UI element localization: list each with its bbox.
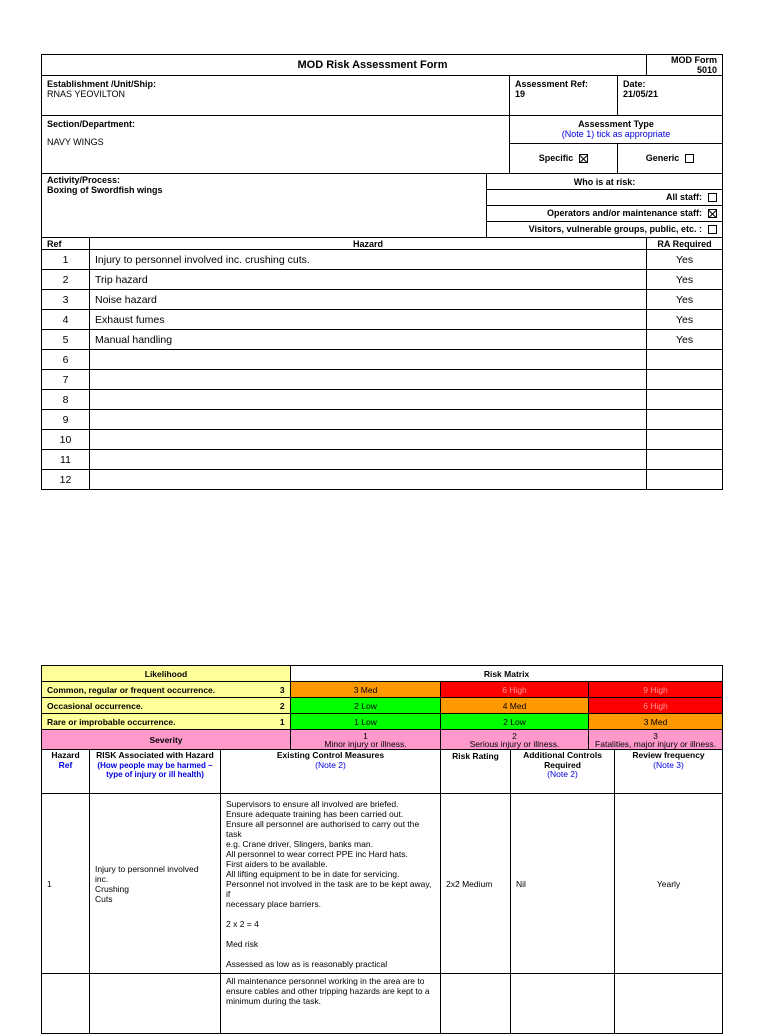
risk-line: Crushing: [95, 883, 130, 894]
assessment-row: [42, 794, 723, 974]
hazard-row: [42, 430, 723, 450]
generic-checkbox-icon[interactable]: [685, 154, 694, 163]
hazard-text: Noise hazard: [90, 290, 647, 310]
form-title: MOD Risk Assessment Form: [42, 55, 647, 76]
assessment-ref-label: Assessment Ref:: [515, 79, 589, 89]
col-ref-label: Ref: [58, 759, 73, 770]
assessment-controls: [221, 794, 441, 974]
hazard-ref: 4: [42, 310, 90, 330]
risk-line: Cuts: [95, 893, 113, 904]
severity-text: Fatalities, major injury or illness.: [595, 738, 716, 749]
establishment-value: RNAS YEOVILTON: [47, 89, 126, 99]
all-staff-option[interactable]: [487, 190, 723, 206]
hazard-text: Exhaust fumes: [90, 310, 647, 330]
hazard-ref: 6: [42, 350, 90, 370]
section-value: NAVY WINGS: [47, 137, 104, 147]
assessment-review: [615, 974, 723, 1034]
control-line: Supervisors to ensure all involved are briefed.: [226, 798, 399, 809]
hazard-text: [90, 410, 647, 430]
activity-label: Activity/Process:: [47, 175, 121, 185]
severity-2: [441, 730, 589, 750]
col-risk-header: [90, 750, 221, 794]
col-review-label: Review frequency: [632, 750, 705, 760]
assessment-ref: 1: [42, 794, 90, 974]
form-number: MOD Form 5010: [647, 55, 723, 76]
col-ref-header: Ref: [42, 238, 90, 250]
specific-label: Specific: [538, 153, 574, 164]
operators-checkbox-checked-icon[interactable]: [708, 209, 717, 218]
section-cell: [42, 116, 510, 174]
col-rating-header: Risk Rating: [441, 750, 511, 794]
likelihood-score: 1: [275, 714, 291, 730]
hazard-row: [42, 350, 723, 370]
operators-label: Operators and/or maintenance staff:: [546, 208, 703, 219]
assessment-type-note: (Note 1) tick as appropriate: [561, 129, 671, 139]
generic-option[interactable]: [618, 144, 723, 174]
all-staff-label: All staff:: [666, 192, 703, 203]
hazard-ref: 1: [42, 250, 90, 270]
hazard-text: [90, 470, 647, 490]
col-additional-header: [511, 750, 615, 794]
hazard-ref: 7: [42, 370, 90, 390]
hazard-ra: [647, 370, 723, 390]
hazard-ref: 10: [42, 430, 90, 450]
activity-cell: [42, 174, 487, 238]
hazard-row: [42, 390, 723, 410]
risk-matrix-header: Risk Matrix: [291, 666, 723, 682]
likelihood-score: 2: [275, 698, 291, 714]
col-review-header: [615, 750, 723, 794]
assessment-rating: [441, 974, 511, 1034]
control-line: ensure cables and other tripping hazards are kept to a: [226, 986, 430, 996]
severity-num: 1: [363, 730, 368, 741]
matrix-cell: 9 High: [589, 682, 723, 698]
visitors-option[interactable]: [487, 222, 723, 238]
control-line: All lifting equipment to be in date for servicing.: [226, 868, 400, 879]
control-line: Ensure all personnel are authorised to carry out the task: [226, 818, 420, 839]
control-line: First aiders to be available.: [226, 858, 328, 869]
assessment-risk: [90, 974, 221, 1034]
risk-assessment-header-form: [41, 54, 723, 490]
hazard-ref: 11: [42, 450, 90, 470]
control-line: necessary place barriers.: [226, 898, 321, 909]
hazard-ra: Yes: [647, 270, 723, 290]
hazard-text: [90, 430, 647, 450]
col-review-note: (Note 3): [653, 759, 684, 770]
col-risk-note: (How people may be harmed – type of injury or ill health): [97, 760, 213, 779]
hazard-text: [90, 390, 647, 410]
col-additional-note: (Note 2): [547, 769, 578, 779]
who-at-risk-label: Who is at risk:: [487, 174, 723, 190]
date-value: 21/05/21: [623, 89, 659, 99]
matrix-cell: 4 Med: [441, 698, 589, 714]
severity-3: [589, 730, 723, 750]
likelihood-label: Rare or improbable occurrence.: [42, 714, 275, 730]
assessment-row: [42, 974, 723, 1034]
col-hazard-ref-header: [42, 750, 90, 794]
specific-option[interactable]: [510, 144, 618, 174]
control-line: Ensure adequate training has been carried out.: [226, 808, 404, 819]
hazard-ra: [647, 390, 723, 410]
assessment-type-cell: [510, 116, 723, 144]
hazard-ref: 9: [42, 410, 90, 430]
control-line: All personnel to wear correct PPE inc Hard hats.: [226, 848, 408, 859]
likelihood-score: 3: [275, 682, 291, 698]
hazard-row: [42, 410, 723, 430]
hazard-row: [42, 470, 723, 490]
hazard-ra: [647, 450, 723, 470]
col-risk-label: RISK Associated with Hazard: [96, 750, 214, 760]
specific-checkbox-checked-icon[interactable]: [579, 154, 588, 163]
assessment-ref-cell: [510, 76, 618, 116]
visitors-label: Visitors, vulnerable groups, public, etc. :: [528, 224, 703, 235]
hazard-text: [90, 450, 647, 470]
date-label: Date:: [623, 79, 646, 89]
hazard-ra: [647, 350, 723, 370]
assessment-ref: [42, 974, 90, 1034]
hazard-text: [90, 370, 647, 390]
col-controls-label: Existing Control Measures: [276, 750, 385, 760]
visitors-checkbox-icon[interactable]: [708, 225, 717, 234]
col-additional-label: Additional Controls Required: [523, 750, 602, 770]
hazard-row: [42, 370, 723, 390]
hazard-row: [42, 310, 723, 330]
assessment-additional: Nil: [511, 794, 615, 974]
hazard-ra: [647, 430, 723, 450]
hazard-row: [42, 330, 723, 350]
col-hazard-label: Hazard: [51, 750, 80, 760]
establishment-cell: [42, 76, 510, 116]
matrix-cell: 1 Low: [291, 714, 441, 730]
hazard-row: [42, 250, 723, 270]
risk-line: Injury to personnel involved: [95, 863, 199, 874]
section-label: Section/Department:: [47, 119, 136, 129]
activity-value: Boxing of Swordfish wings: [47, 185, 163, 195]
matrix-cell: 2 Low: [441, 714, 589, 730]
hazard-ra: Yes: [647, 290, 723, 310]
hazard-ref: 2: [42, 270, 90, 290]
risk-calculation: 2 x 2 = 4: [226, 918, 259, 929]
likelihood-label: Common, regular or frequent occurrence.: [42, 682, 275, 698]
assessment-ref-value: 19: [515, 89, 526, 99]
hazard-text: [90, 350, 647, 370]
hazard-ra: Yes: [647, 250, 723, 270]
severity-text: Serious injury or illness.: [469, 738, 560, 749]
hazard-ra: [647, 410, 723, 430]
alarp-statement: Assessed as low as is reasonably practical: [226, 958, 388, 969]
col-ra-header: RA Required: [647, 238, 723, 250]
likelihood-label: Occasional occurrence.: [42, 698, 275, 714]
hazard-row: [42, 270, 723, 290]
matrix-cell: 3 Med: [589, 714, 723, 730]
hazard-ra: [647, 470, 723, 490]
hazard-row: [42, 290, 723, 310]
establishment-label: Establishment /Unit/Ship:: [47, 79, 157, 89]
hazard-ra: Yes: [647, 330, 723, 350]
col-controls-header: [221, 750, 441, 794]
assessment-review: Yearly: [615, 794, 723, 974]
hazard-text: Manual handling: [90, 330, 647, 350]
control-line: e.g. Crane driver, Slingers, banks man.: [226, 838, 373, 849]
hazard-ref: 8: [42, 390, 90, 410]
assessment-additional: [511, 974, 615, 1034]
severity-num: 2: [512, 730, 517, 741]
hazard-ref: 12: [42, 470, 90, 490]
severity-1: [291, 730, 441, 750]
hazard-text: Injury to personnel involved inc. crushing cuts.: [90, 250, 647, 270]
matrix-cell: 3 Med: [291, 682, 441, 698]
hazard-text: Trip hazard: [90, 270, 647, 290]
generic-label: Generic: [645, 153, 680, 164]
matrix-cell: 2 Low: [291, 698, 441, 714]
date-cell: [618, 76, 723, 116]
hazard-ra: Yes: [647, 310, 723, 330]
assessment-rating: 2x2 Medium: [441, 794, 511, 974]
all-staff-checkbox-icon[interactable]: [708, 193, 717, 202]
control-line: Personnel not involved in the task are to be kept away, if: [226, 878, 432, 899]
operators-option[interactable]: [487, 206, 723, 222]
severity-header: Severity: [42, 730, 291, 750]
risk-level: Med risk: [226, 938, 259, 949]
matrix-cell: 6 High: [441, 682, 589, 698]
col-controls-note: (Note 2): [315, 759, 346, 770]
control-line: All maintenance personnel working in the area are to: [226, 976, 425, 986]
assessment-controls: [221, 974, 441, 1034]
hazard-ref: 3: [42, 290, 90, 310]
control-line: minimum during the task.: [226, 996, 321, 1006]
col-hazard-header: Hazard: [90, 238, 647, 250]
hazard-ref: 5: [42, 330, 90, 350]
risk-matrix-form: [41, 665, 723, 1034]
matrix-cell: 6 High: [589, 698, 723, 714]
severity-text: Minor injury or illness.: [324, 738, 407, 749]
assessment-type-label: Assessment Type: [578, 119, 654, 129]
risk-line: inc.: [95, 873, 109, 884]
hazard-row: [42, 450, 723, 470]
severity-num: 3: [653, 730, 658, 741]
assessment-risk: [90, 794, 221, 974]
likelihood-header: Likelihood: [42, 666, 291, 682]
